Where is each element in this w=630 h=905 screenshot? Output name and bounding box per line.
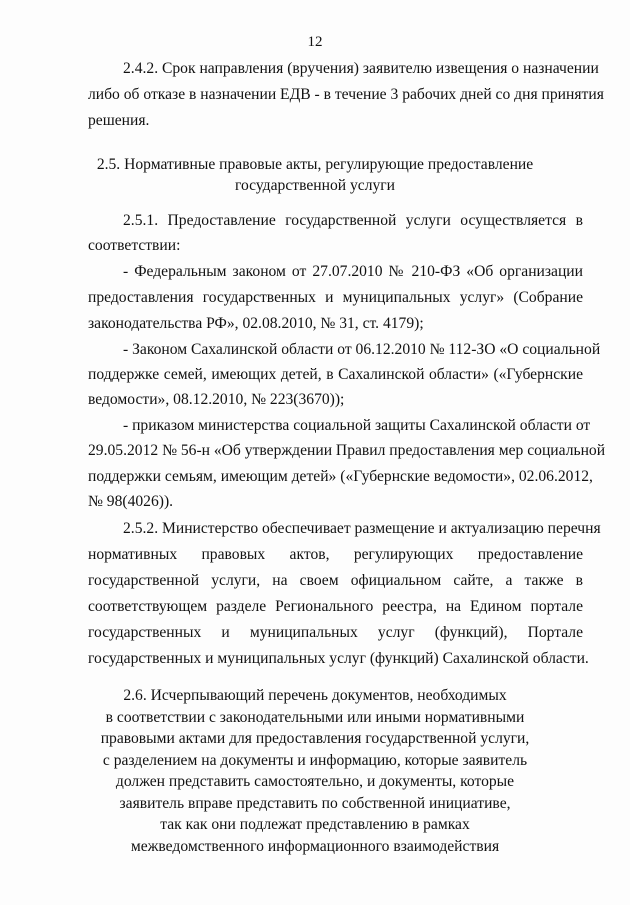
paragraph-line: нормативных правовых актов, регулирующих предоставление [88, 546, 583, 563]
paragraph-line: 29.05.2012 № 56-н «Об утверждении Правил предоставления мер социальной [88, 442, 606, 459]
paragraph-line: ведомости», 08.12.2010, № 223(3670)); [88, 391, 345, 408]
paragraph-line: предоставления государственных и муниципальных услуг» (Собрание [88, 289, 583, 306]
section-heading-line: с разделением на документы и информацию, которые заявитель [102, 752, 528, 769]
paragraph-line: № 98(4026)). [88, 493, 174, 510]
paragraph-line: соответствующем разделе Регионального реестра, на Едином портале [88, 598, 583, 615]
paragraph-line: - приказом министерства социальной защиты Сахалинской области от [123, 417, 591, 434]
section-heading-line: заявитель вправе представить по собственной инициативе, [119, 795, 511, 812]
paragraph-line: государственных и муниципальных услуг (функций), Портале [88, 624, 583, 641]
paragraph-line: государственных и муниципальных услуг (функций) Сахалинской области. [88, 650, 589, 667]
paragraph-line: соответствии: [88, 237, 181, 254]
section-heading-line: должен представить самостоятельно, и документы, которые [115, 773, 515, 790]
paragraph-line: либо об отказе в назначении ЕДВ - в течение 3 рабочих дней со дня принятия [88, 86, 604, 103]
section-heading-line: в соответствии с законодательными или иными нормативными [105, 709, 525, 726]
section-heading-line: государственной услуги [234, 177, 396, 194]
section-heading-line: межведомственного информационного взаимодействия [130, 838, 500, 855]
paragraph-line: 2.5.1. Предоставление государственной услуги осуществляется в [123, 212, 583, 229]
paragraph-line: 2.4.2. Срок направления (вручения) заявителю извещения о назначении [123, 60, 599, 77]
paragraph-line: государственной услуги, на своем официальном сайте, а также в [88, 572, 583, 589]
paragraph-line: поддержки семьям, имеющим детей» («Губернские ведомости», 02.06.2012, [88, 468, 593, 485]
paragraph-line: 2.5.2. Министерство обеспечивает размещение и актуализацию перечня [123, 520, 601, 537]
paragraph-line: - Законом Сахалинской области от 06.12.2010 № 112-ЗО «О социальной [123, 341, 601, 358]
page-number: 12 [307, 34, 323, 50]
section-heading-line: 2.5. Нормативные правовые акты, регулирующие предоставление [96, 156, 534, 173]
section-heading-line: так как они подлежат представлению в рамках [160, 816, 470, 833]
paragraph-line: поддержке семей, имеющих детей, в Сахалинской области» («Губернские [88, 366, 583, 383]
section-heading-line: правовыми актами для предоставления государственной услуги, [100, 730, 530, 747]
paragraph-line: законодательства РФ», 02.08.2010, № 31, ст. 4179); [88, 315, 424, 332]
section-heading-line: 2.6. Исчерпывающий перечень документов, необходимых [123, 687, 507, 704]
paragraph-line: - Федеральным законом от 27.07.2010 № 210-ФЗ «Об организации [123, 263, 583, 280]
paragraph-line: решения. [88, 112, 150, 129]
